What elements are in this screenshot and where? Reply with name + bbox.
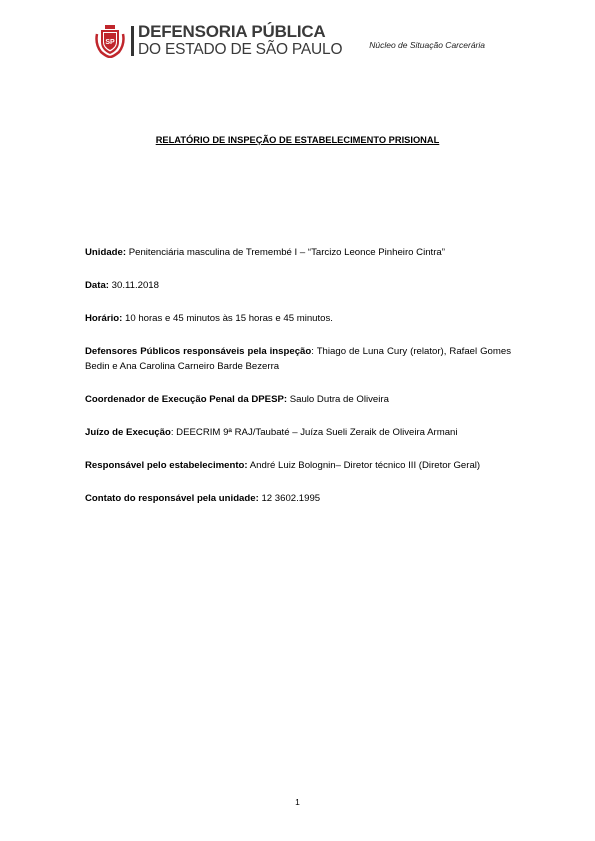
field-value: Saulo Dutra de Oliveira: [287, 394, 389, 405]
logo-text: SP: [105, 39, 115, 46]
field-value: 10 horas e 45 minutos às 15 horas e 45 minutos.: [122, 313, 333, 324]
field-value: 12 3602.1995: [258, 493, 321, 504]
field-horario: [85, 311, 511, 326]
field-label: Juízo de Execução: [85, 427, 171, 438]
field-value: Penitenciária masculina de Tremembé I – “Tarcizo Leonce Pinheiro Cintra”: [126, 247, 445, 258]
field-data: [85, 278, 511, 293]
field-responsavel: [85, 458, 511, 473]
field-value: : DEECRIM 9ª RAJ/Taubaté – Juíza Sueli Zeraik de Oliveira Armani: [170, 427, 458, 438]
field-value: 30.11.2018: [109, 280, 159, 291]
page-number: 1: [295, 797, 300, 807]
coat-of-arms-icon: [93, 24, 127, 58]
logo-divider: [131, 26, 134, 56]
field-label: Horário:: [85, 313, 123, 324]
field-coordenador: [85, 392, 511, 407]
field-label: Data:: [85, 280, 109, 291]
field-defensores: [85, 344, 511, 374]
org-name-line1: DEFENSORIA PÚBLICA: [138, 22, 326, 41]
field-unidade: [85, 245, 511, 260]
org-name-line2: DO ESTADO DE SÃO PAULO: [138, 41, 343, 58]
field-value: André Luiz Bolognin– Diretor técnico III (Diretor Geral): [247, 460, 481, 471]
field-label: Unidade:: [85, 247, 127, 258]
field-contato: [85, 491, 511, 506]
field-juizo: [85, 425, 511, 440]
document-title: RELATÓRIO DE INSPEÇÃO DE ESTABELECIMENTO PRISIONAL: [155, 135, 440, 145]
unit-name: Núcleo de Situação Carcerária: [369, 40, 485, 50]
field-label: Contato do responsável pela unidade:: [85, 493, 259, 504]
field-label: Defensores Públicos responsáveis pela inspeção: [85, 346, 312, 357]
field-value: : Thiago de Luna Cury (relator), Rafael Gomes Bedin e Ana Carolina Carneiro Barde Bezerra: [85, 346, 512, 372]
field-label: Responsável pelo estabelecimento:: [85, 460, 248, 471]
page-header: [0, 0, 595, 70]
field-label: Coordenador de Execução Penal da DPESP:: [85, 394, 288, 405]
report-fields: [85, 245, 511, 524]
